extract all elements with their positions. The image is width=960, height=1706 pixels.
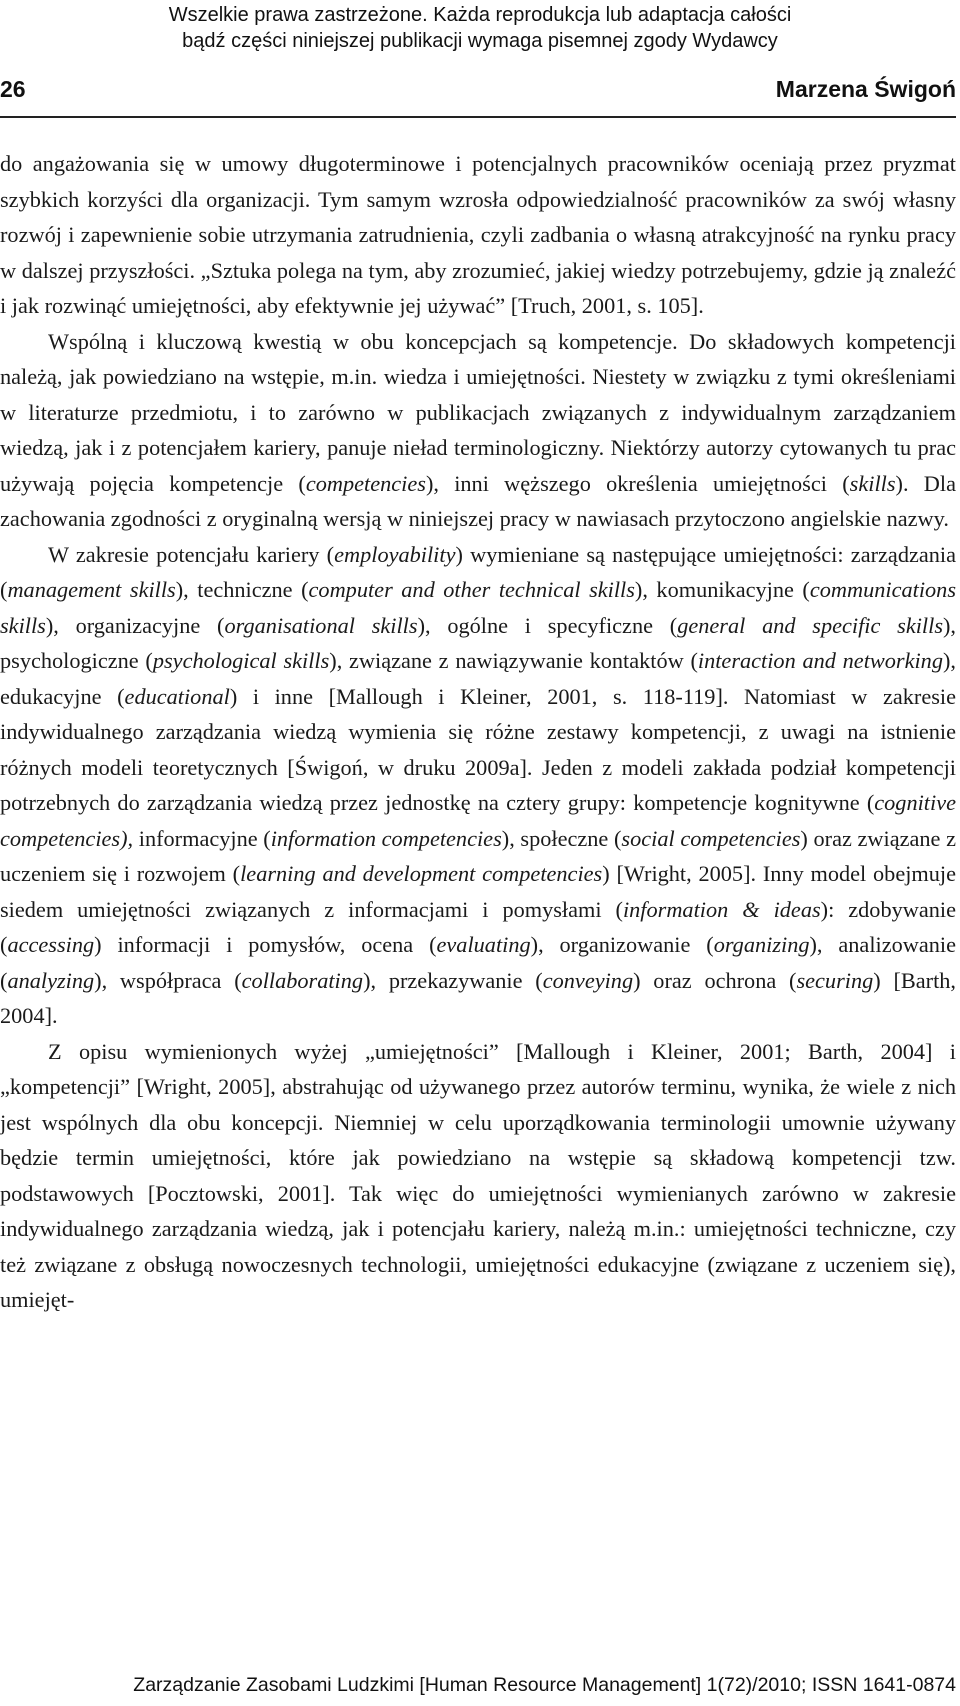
text-run: ) i inne [Mallough i Kleiner, 2001, s. 118-119]. Natomiast w zakresie indywidualnego zarządzania wiedzą wymienia się różne zestawy kompetencji, z uwagi na istnienie różnych modeli teoretycznych [Świgoń, w druku 2009a]. Jeden z modeli zakłada podział kompetencji potrzebnych do zarządzania wiedzą przez jednostkę na cztery grupy: kompetencje kognitywne ( [0, 683, 956, 815]
text-run: Wspólną i kluczową kwestią w obu koncepcjach są kompetencje. Do składowych kompetencji należą, jak powiedziano na wstępie, m.in. wiedza i umiejętności. Niestety w związku z tymi określeniami w literaturze przedmiotu, i to zarówno w publikacjach związanych z indywidualnym zarządzaniem wiedzą, jak i z potencjałem kariery, panuje nieład terminologiczny. Niektórzy autorzy cytowanych tu prac używają pojęcia kompetencje ( [0, 328, 956, 496]
text-run: do angażowania się w umowy długoterminowe i potencjalnych pracowników oceniają przez pryzmat szybkich korzyści dla organizacji. Tym samym wzrosła odpowiedzialność pracowników za swój własny rozwój i zapewnienie sobie utrzymania zatrudnienia, czyli zadbania o własną atrakcyjność na rynku pracy w dalszej przyszłości. „Sztuka polega na tym, aby zrozumieć, jakiej wiedzy potrzebujemy, gdzie ją znaleźć i jak rozwinąć umiejętności, aby efektywnie jej używać” [Truch, 2001, s. 105]. [0, 151, 956, 318]
text-run: W zakresie potencjału kariery ( [48, 541, 335, 567]
italic-term: competencies [305, 470, 426, 496]
italic-term: organizing [713, 932, 810, 957]
running-head-author: Marzena Świgoń [775, 76, 956, 102]
text-run: ) oraz związane z uczeniem się i rozwojem ( [0, 825, 956, 886]
text-run: Z opisu wymienionych wyżej „umiejętności” [Mallough i Kleiner, 2001; Barth, 2004] i „kompetencji” [Wright, 2005], abstrahując od używanego przez autorów terminu, wynika, że wiele z nich jest wspólnych dla obu koncepcji. Niemniej w celu uporządkowania terminologii umownie używany będzie termin umiejętności, które jak powiedziano na wstępie są składową kompetencji tzw. podstawowych [Pocztowski, 2001]. Tak więc do umiejętności wymienianych zarówno w zakresie indywidualnego zarządzania wiedzą, jak i potencjału kariery, należą m.in.: umiejętności techniczne, czy też związane z obsługą nowoczesnych technologii, umiejętności edukacyjne (związane z uczeniem się), umiejęt- [0, 1038, 956, 1312]
italic-term: communications skills [0, 577, 956, 638]
text-run: ): zdobywanie ( [0, 896, 956, 957]
copyright-notice [0, 2, 960, 54]
text-run: ), współpraca ( [94, 967, 242, 993]
page-number: 26 [0, 76, 26, 102]
italic-term: analyzing [7, 967, 95, 993]
text-run: ), ogólne i specyficzne ( [417, 612, 678, 638]
text-run: ), przekazywanie ( [363, 967, 543, 993]
journal-title: Zarządzanie Zasobami Ludzkimi [Human Resource Management] 1(72)/2010; [133, 1674, 807, 1696]
text-run: ) [Barth, 2004]. [0, 967, 956, 1028]
issn: ISSN 1641-0874 [811, 1674, 956, 1696]
text-run: informacyjne ( [133, 825, 271, 851]
italic-term: interaction and networking [697, 648, 943, 673]
italic-term: organisational skills [224, 612, 418, 638]
text-run: ). Dla zachowania zgodności z oryginalną wersją w niniejszej pracy w nawiasach przytoczono angielskie nazwy. [0, 470, 956, 531]
italic-term: evaluating [436, 932, 531, 957]
copyright-notice-line-2: bądź części niniejszej publikacji wymaga pisemnej zgody Wydawcy [182, 30, 778, 52]
italic-term: collaborating [241, 967, 364, 993]
text-run: ), techniczne ( [175, 577, 309, 602]
text-run: ), organizowanie ( [530, 932, 714, 957]
italic-term: conveying [542, 967, 634, 993]
italic-term: social competencies [621, 825, 801, 851]
header-rule [0, 116, 956, 118]
italic-term: information & ideas [622, 896, 821, 922]
italic-term: management skills [7, 577, 176, 602]
italic-term: learning and development competencies [240, 861, 603, 886]
text-run: ) oraz ochrona ( [633, 967, 797, 993]
journal-footer [0, 1674, 956, 1697]
text-run: ), społeczne ( [501, 825, 622, 851]
italic-term: computer and other technical skills [308, 577, 635, 602]
italic-term: cognitive competencies), [0, 790, 956, 851]
italic-term: skills [849, 470, 896, 496]
italic-term: securing [796, 967, 874, 993]
text-run: ), komunikacyjne ( [634, 577, 810, 602]
italic-term: employability [334, 541, 456, 567]
body-text [0, 146, 956, 1318]
text-run: ), inni węższego określenia umiejętności ( [425, 470, 850, 496]
text-run: ), analizowanie ( [0, 932, 957, 993]
paragraph [0, 146, 956, 324]
italic-term: information competencies [270, 825, 502, 851]
paragraph [0, 324, 956, 537]
text-run: ) informacji i pomysłów, ocena ( [94, 932, 437, 957]
text-run: ), organizacyjne ( [45, 612, 225, 638]
paragraph [0, 1034, 956, 1318]
text-run: ) [Wright, 2005]. Inny model obejmuje siedem umiejętności związanych z informacjami i pomysłami ( [0, 861, 957, 922]
text-run: ), psychologiczne ( [0, 612, 956, 673]
italic-term: educational [124, 683, 230, 709]
italic-term: general and specific skills [677, 612, 943, 638]
italic-term: psychological skills [152, 648, 330, 673]
italic-term: accessing [7, 932, 95, 957]
copyright-notice-line-1: Wszelkie prawa zastrzeżone. Każda reprodukcja lub adaptacja całości [168, 4, 792, 26]
paragraph [0, 537, 956, 1034]
running-header [0, 76, 956, 106]
text-run: ) wymieniane są następujące umiejętności: zarządzania ( [0, 541, 956, 602]
text-run: ), edukacyjne ( [0, 648, 956, 709]
text-run: ), związane z nawiązywanie kontaktów ( [329, 648, 698, 673]
